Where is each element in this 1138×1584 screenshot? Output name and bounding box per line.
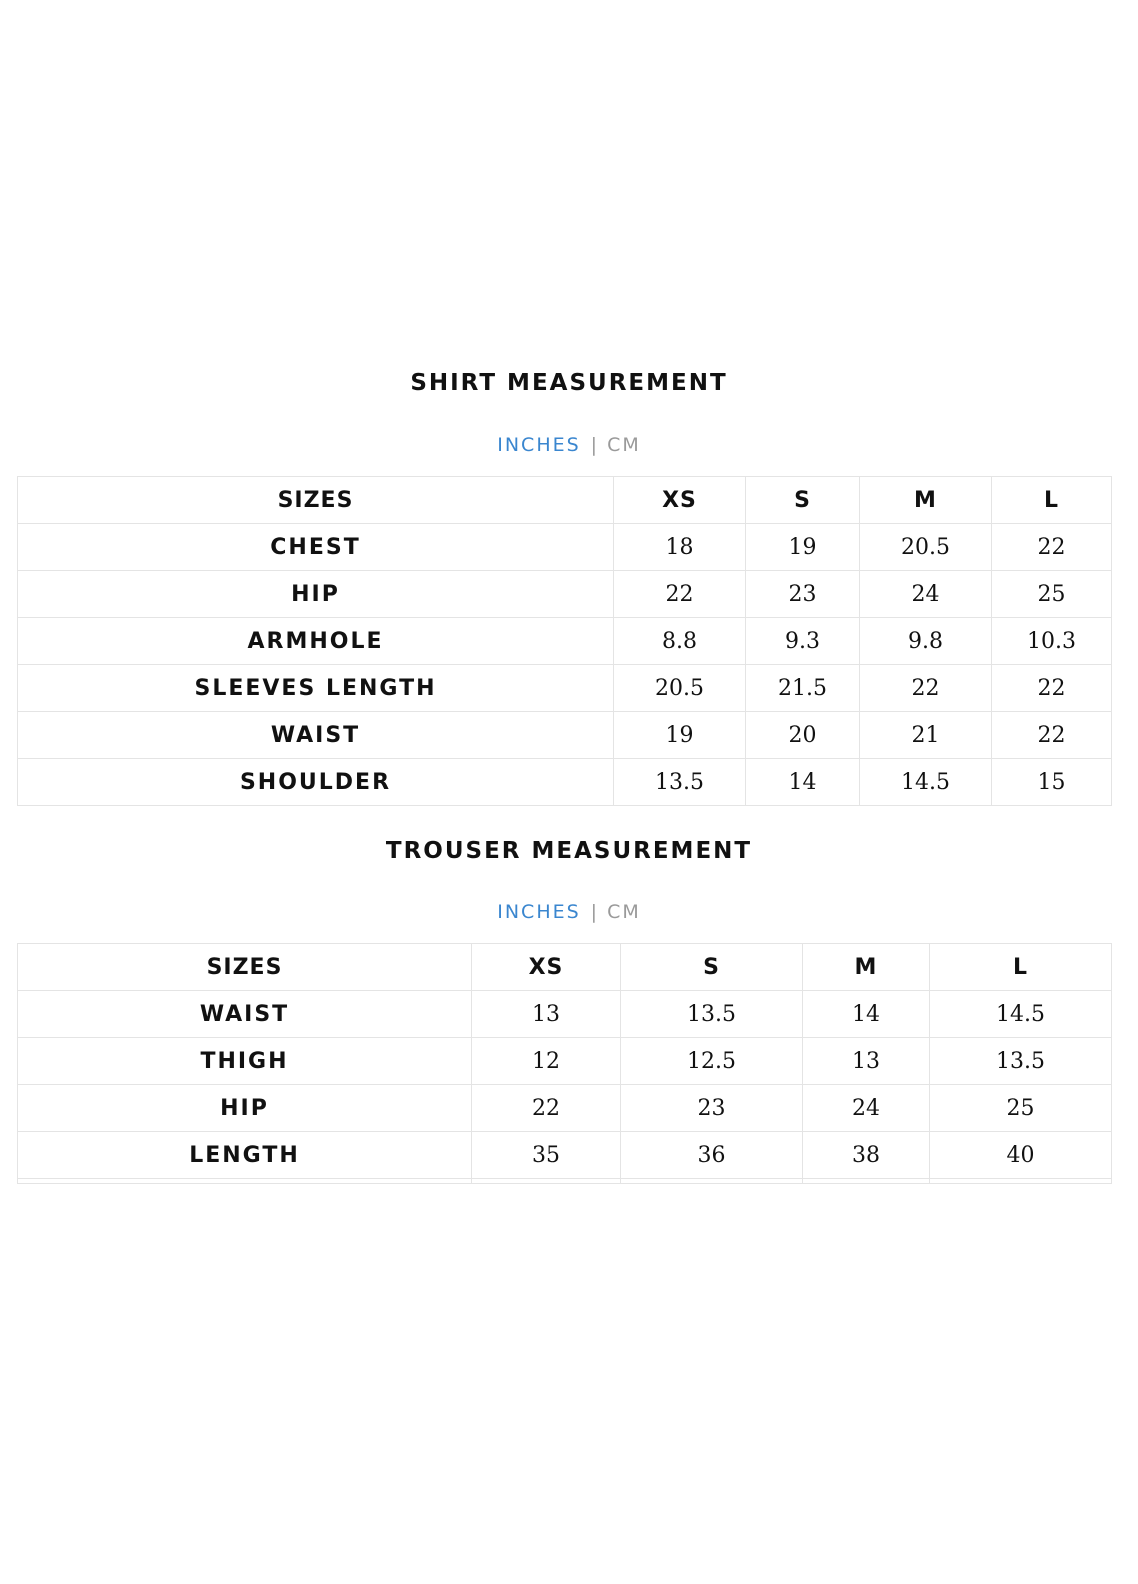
trouser-unit-separator: | <box>590 901 598 923</box>
row-label: SLEEVES LENGTH <box>18 665 614 712</box>
trouser-unit-toggle <box>0 900 1138 924</box>
table-cell: 19 <box>746 524 860 571</box>
spacer-cell <box>930 1179 1112 1184</box>
trouser-unit-inches-tab[interactable]: INCHES <box>497 901 581 923</box>
row-label: CHEST <box>18 524 614 571</box>
trouser-size-table <box>17 943 1112 1184</box>
shirt-unit-toggle <box>0 433 1138 457</box>
table-cell: 13.5 <box>930 1038 1112 1085</box>
spacer-cell <box>18 1179 472 1184</box>
table-spacer-row <box>18 1179 1112 1184</box>
spacer-cell <box>621 1179 803 1184</box>
table-cell: 14.5 <box>930 991 1112 1038</box>
size-header-xs: XS <box>614 477 746 524</box>
table-cell: 13 <box>803 1038 930 1085</box>
table-cell: 24 <box>803 1085 930 1132</box>
table-cell: 22 <box>472 1085 621 1132</box>
shirt-size-table <box>17 476 1112 806</box>
table-cell: 10.3 <box>992 618 1112 665</box>
trouser-unit-cm-tab[interactable]: CM <box>607 901 641 923</box>
shirt-unit-inches-tab[interactable]: INCHES <box>497 434 581 456</box>
table-cell: 13.5 <box>621 991 803 1038</box>
size-header-l: L <box>930 944 1112 991</box>
table-header-row <box>18 944 1112 991</box>
table-cell: 22 <box>992 524 1112 571</box>
table-cell: 35 <box>472 1132 621 1179</box>
table-row <box>18 571 1112 618</box>
table-cell: 9.8 <box>860 618 992 665</box>
table-row <box>18 759 1112 806</box>
table-row <box>18 665 1112 712</box>
table-cell: 22 <box>992 665 1112 712</box>
spacer-cell <box>472 1179 621 1184</box>
table-cell: 22 <box>992 712 1112 759</box>
row-label: WAIST <box>18 712 614 759</box>
table-cell: 19 <box>614 712 746 759</box>
size-header-l: L <box>992 477 1112 524</box>
table-row <box>18 1132 1112 1179</box>
spacer-cell <box>803 1179 930 1184</box>
table-cell: 21.5 <box>746 665 860 712</box>
size-header-m: M <box>803 944 930 991</box>
table-cell: 25 <box>930 1085 1112 1132</box>
table-cell: 24 <box>860 571 992 618</box>
table-cell: 15 <box>992 759 1112 806</box>
table-cell: 40 <box>930 1132 1112 1179</box>
size-header-s: S <box>621 944 803 991</box>
size-header-xs: XS <box>472 944 621 991</box>
row-label: SHOULDER <box>18 759 614 806</box>
table-cell: 13.5 <box>614 759 746 806</box>
table-cell: 25 <box>992 571 1112 618</box>
table-cell: 20.5 <box>614 665 746 712</box>
table-row <box>18 524 1112 571</box>
table-cell: 8.8 <box>614 618 746 665</box>
row-label: THIGH <box>18 1038 472 1085</box>
table-row <box>18 618 1112 665</box>
table-cell: 12.5 <box>621 1038 803 1085</box>
trouser-measurement-title: TROUSER MEASUREMENT <box>385 838 753 864</box>
size-header-s: S <box>746 477 860 524</box>
table-row <box>18 1085 1112 1132</box>
shirt-unit-separator: | <box>590 434 598 456</box>
table-cell: 20.5 <box>860 524 992 571</box>
table-header-row <box>18 477 1112 524</box>
table-row <box>18 1038 1112 1085</box>
table-cell: 14 <box>803 991 930 1038</box>
size-header-m: M <box>860 477 992 524</box>
sizes-header: SIZES <box>18 477 614 524</box>
table-cell: 23 <box>746 571 860 618</box>
sizes-header: SIZES <box>18 944 472 991</box>
shirt-unit-cm-tab[interactable]: CM <box>607 434 641 456</box>
table-cell: 9.3 <box>746 618 860 665</box>
table-cell: 36 <box>621 1132 803 1179</box>
row-label: HIP <box>18 571 614 618</box>
table-cell: 22 <box>860 665 992 712</box>
table-row <box>18 991 1112 1038</box>
table-cell: 18 <box>614 524 746 571</box>
row-label: LENGTH <box>18 1132 472 1179</box>
table-cell: 21 <box>860 712 992 759</box>
row-label: ARMHOLE <box>18 618 614 665</box>
row-label: HIP <box>18 1085 472 1132</box>
table-cell: 38 <box>803 1132 930 1179</box>
table-cell: 13 <box>472 991 621 1038</box>
table-cell: 14 <box>746 759 860 806</box>
table-cell: 12 <box>472 1038 621 1085</box>
row-label: WAIST <box>18 991 472 1038</box>
table-cell: 20 <box>746 712 860 759</box>
table-cell: 22 <box>614 571 746 618</box>
table-cell: 23 <box>621 1085 803 1132</box>
shirt-measurement-title: SHIRT MEASUREMENT <box>410 370 728 396</box>
table-row <box>18 712 1112 759</box>
table-cell: 14.5 <box>860 759 992 806</box>
